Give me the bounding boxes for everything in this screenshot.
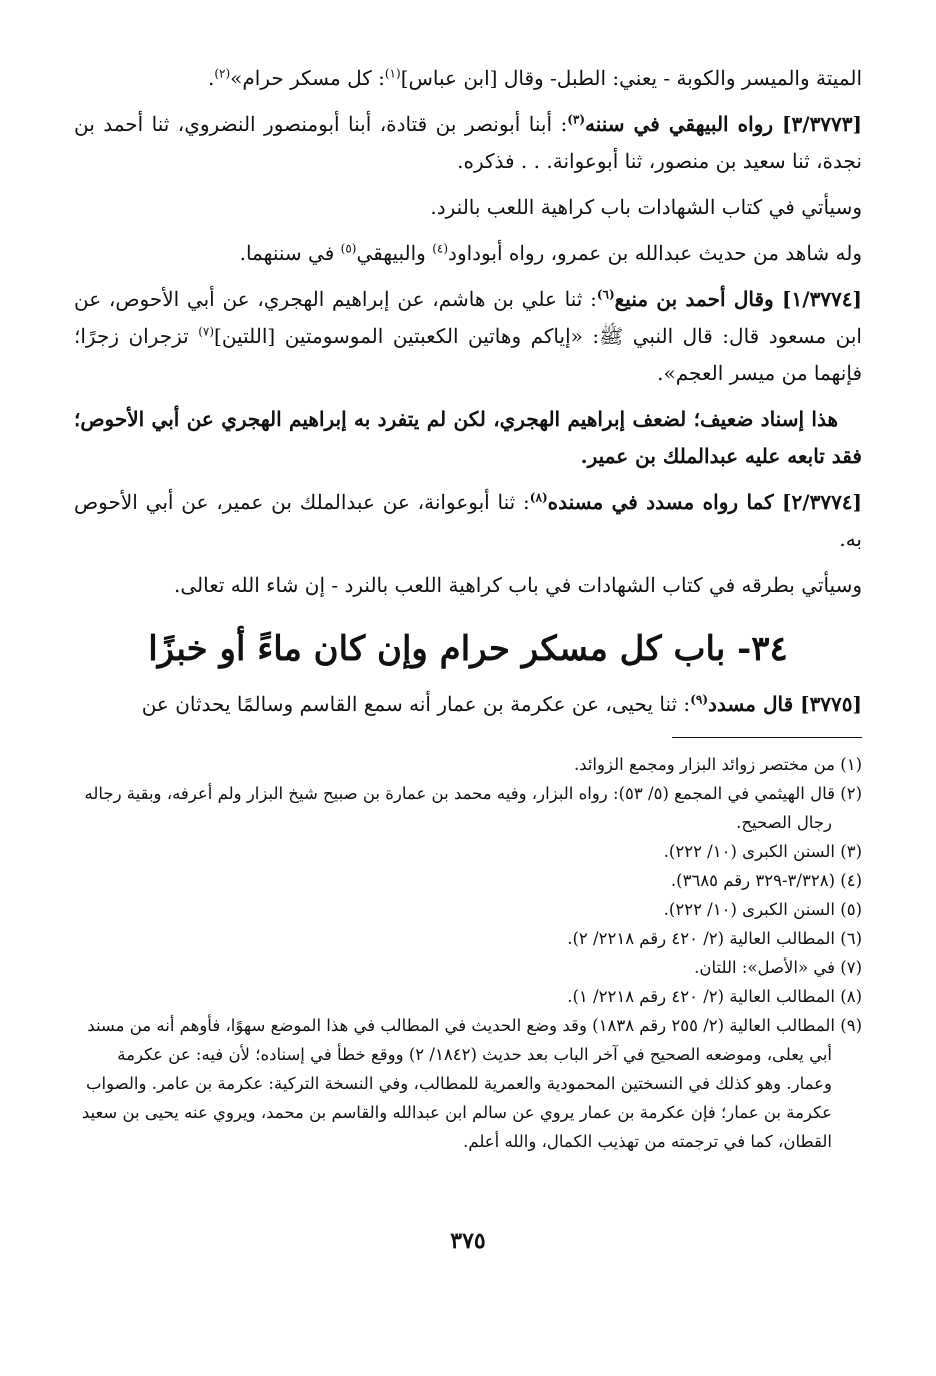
main-text (74, 60, 862, 723)
footnote-5: (٥) السنن الكبرى (١٠/ ٢٢٢). (663, 900, 862, 919)
chapter-title: ٣٤- باب كل مسكر حرام وإن كان ماءً أو خبزًا (148, 629, 788, 669)
page-number: ٣٧٥ (450, 1228, 486, 1254)
text: . (207, 66, 215, 90)
grading-note (74, 401, 862, 475)
footnote-1: (١) من مختصر زوائد البزار ومجمع الزوائد. (573, 755, 862, 774)
footnote-ref: (٣) (567, 112, 586, 127)
text: وله شاهد من حديث عبدالله بن عمرو، رواه أبوداود (448, 241, 862, 265)
footnote-ref: (٧) (198, 324, 215, 339)
hadith-3775 (74, 686, 862, 723)
text: وسيأتي في كتاب الشهادات باب كراهية اللعب بالنرد. (430, 195, 862, 219)
text: : ثنا أبوعوانة، عن عبدالملك بن عمير، عن أبي الأحوص به. (74, 490, 862, 551)
hadith-number: [١/٣٧٧٤] وقال أحمد بن منيع (614, 287, 862, 311)
hadith-number: [٢/٣٧٧٤] كما رواه مسدد في مسنده (547, 490, 863, 514)
footnote-4: (٤) (٣/٣٢٨-٣٢٩ رقم ٣٦٨٥). (670, 871, 862, 890)
hadith-3773-3 (74, 106, 862, 180)
footnotes (74, 750, 862, 1156)
footnote-ref: (٦) (596, 287, 615, 302)
hadith-number: [٣/٣٧٧٣] رواه البيهقي في سننه (585, 112, 862, 136)
footnote-ref: (٢) (214, 66, 231, 81)
text: : أبنا أبونصر بن قتادة، أبنا أبومنصور النضروي، ثنا أحمد بن نجدة، ثنا سعيد بن منصور، ثنا أبوعوانة. . . فذكره. (74, 112, 862, 173)
footnote-ref: (٥) (340, 241, 357, 256)
paragraph-3 (74, 189, 862, 226)
footnote-6: (٦) المطالب العالية (٢/ ٤٢٠ رقم ٢٢١٨/ ٢). (567, 929, 862, 948)
footnote-7: (٧) في «الأصل»: اللتان. (694, 958, 862, 977)
text: : ثنا علي بن هاشم، عن إبراهيم الهجري، عن أبي الأحوص، عن ابن مسعود قال: قال النبي ﷺ: «إياكم وهاتين الكعبتين الموسومتين [اللتين] (74, 287, 862, 348)
paragraph-1 (74, 60, 862, 97)
text: الميتة والميسر والكوبة - يعني: الطبل- وقال [ابن عباس] (400, 66, 862, 90)
footnote-9: (٩) المطالب العالية (٢/ ٢٥٥ رقم ١٨٣٨) وقد وضع الحديث في المطالب في هذا الموضع سهوًا، فأوهم أنه من مسند أبي يعلى، وموضعه الصحيح في آخر الباب بعد حديث (١٨٤٢/ ٢) ووقع خطأ في إسناده؛ لأن فيه: عن عكرمة وعمار. وهو كذلك في النسختين المحمودية والعمرية للمطالب، وفي النسخة التركية: عكرمة بن عامر. والصواب عكرمة بن عمار؛ فإن عكرمة بن عمار يروي عن سالم ابن عبدالله والقاسم بن محمد، ويروي عنه يحيى بن سعيد القطان، كما في ترجمته من تهذيب الكمال، والله أعلم. (81, 1016, 862, 1151)
hadith-number: [٣٧٧٥] قال مسدد (708, 692, 862, 716)
text: وسيأتي بطرقه في كتاب الشهادات في باب كراهية اللعب بالنرد - إن شاء الله تعالى. (174, 573, 862, 597)
footnote-2: (٢) قال الهيثمي في المجمع (٥/ ٥٣): رواه البزار، وفيه محمد بن عمارة بن صبيح شيخ البزار ولم أعرفه، وبقية رجاله رجال الصحيح. (84, 784, 862, 832)
text: والبيهقي (356, 241, 433, 265)
footnote-ref: (١) (384, 66, 401, 81)
hadith-3774-1 (74, 281, 862, 392)
text: في سننهما. (239, 241, 341, 265)
paragraph-4 (74, 235, 862, 272)
footnote-8: (٨) المطالب العالية (٢/ ٤٢٠ رقم ٢٢١٨/ ١). (567, 987, 862, 1006)
hadith-3774-2 (74, 484, 862, 558)
footnote-ref: (٩) (690, 692, 709, 707)
text: تزجران زجرًا؛ فإنهما من ميسر العجم». (74, 324, 862, 385)
footnote-ref: (٨) (529, 490, 548, 505)
paragraph-8 (74, 567, 862, 604)
footnote-3: (٣) السنن الكبرى (١٠/ ٢٢٢). (663, 842, 862, 861)
footnote-ref: (٤) (432, 241, 449, 256)
text: : ثنا يحيى، عن عكرمة بن عمار أنه سمع القاسم وسالمًا يحدثان عن (141, 692, 691, 716)
text: هذا إسناد ضعيف؛ لضعف إبراهيم الهجري، لكن لم يتفرد به إبراهيم الهجري عن أبي الأحوص؛ فقد تابعه عليه عبدالملك بن عمير. (74, 407, 862, 468)
text: : كل مسكر حرام» (230, 66, 385, 90)
footnote-divider (672, 737, 862, 738)
